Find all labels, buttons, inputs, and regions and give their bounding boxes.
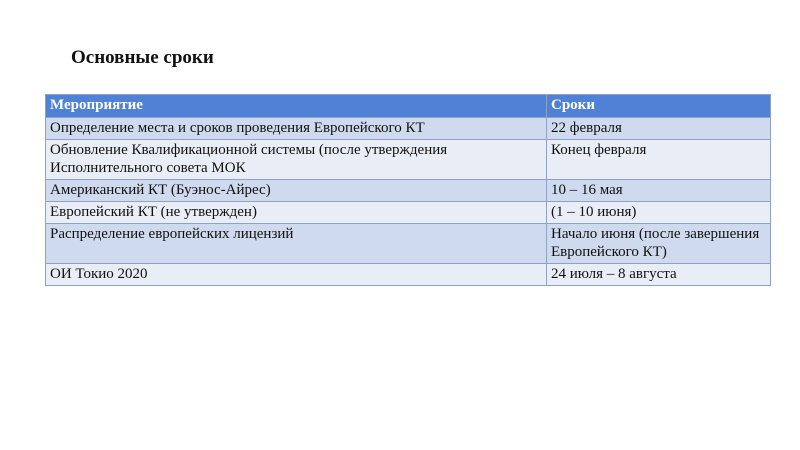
table-row [46, 118, 771, 140]
date-cell: Конец февраля [547, 140, 771, 180]
table-header [46, 95, 771, 118]
table-header-row [46, 95, 771, 118]
table-row [46, 140, 771, 180]
event-cell: Обновление Квалификационной системы (после утверждения Исполнительного совета МОК [46, 140, 547, 180]
event-cell: Американский КТ (Буэнос-Айрес) [46, 180, 547, 202]
header-dates: Сроки [547, 95, 771, 118]
table-row [46, 180, 771, 202]
date-cell: 24 июля – 8 августа [547, 264, 771, 286]
table-row [46, 224, 771, 264]
table-body [46, 118, 771, 286]
date-cell: (1 – 10 июня) [547, 202, 771, 224]
date-cell: Начало июня (после завершения Европейского КТ) [547, 224, 771, 264]
page-title: Основные сроки [71, 47, 214, 68]
event-cell: Распределение европейских лицензий [46, 224, 547, 264]
table-row [46, 264, 771, 286]
schedule-table [45, 94, 771, 286]
header-event: Мероприятие [46, 95, 547, 118]
date-cell: 10 – 16 мая [547, 180, 771, 202]
event-cell: ОИ Токио 2020 [46, 264, 547, 286]
date-cell: 22 февраля [547, 118, 771, 140]
event-cell: Европейский КТ (не утвержден) [46, 202, 547, 224]
table-row [46, 202, 771, 224]
event-cell: Определение места и сроков проведения Европейского КТ [46, 118, 547, 140]
